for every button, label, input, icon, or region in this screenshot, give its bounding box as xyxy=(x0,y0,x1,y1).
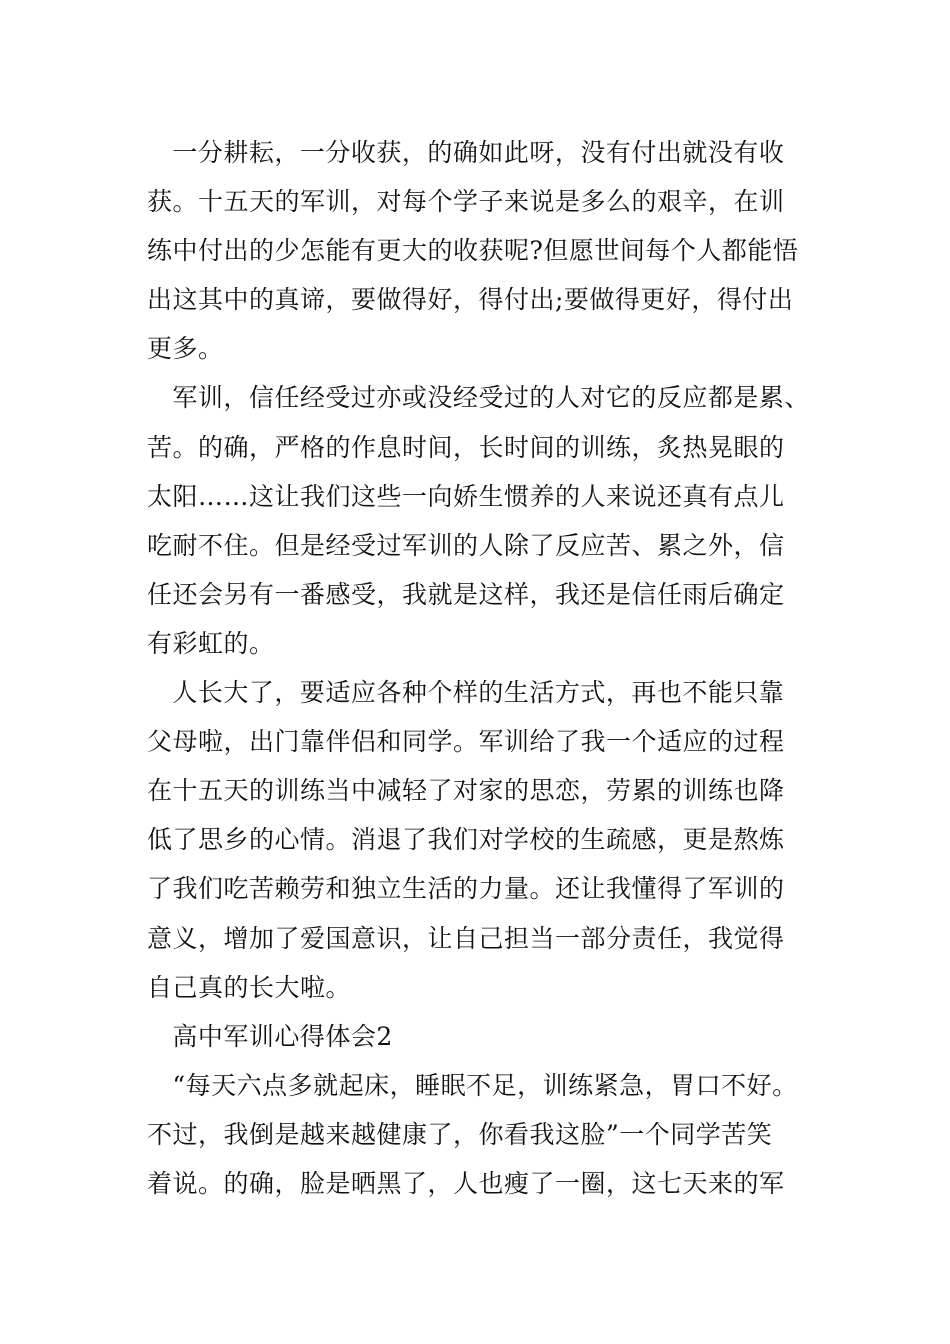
text-line: 军训，信任经受过亦或没经受过的人对它的反应都是累、 xyxy=(147,383,810,413)
text-line: 获。十五天的军训，对每个学子来说是多么的艰辛，在训 xyxy=(147,187,785,217)
text-line: “每天六点多就起床，睡眠不足，训练紧急，胃口不好。 xyxy=(147,1070,798,1100)
text-line: 自己真的长大啦。 xyxy=(147,972,352,1002)
text-line: 有彩虹的。 xyxy=(147,628,275,658)
text-line: 出这其中的真谛，要做得好，得付出;要做得更好，得付出 xyxy=(147,285,794,315)
section-heading: 高中军训心得体会2 xyxy=(147,1021,393,1051)
text-line: 更多。 xyxy=(147,334,224,364)
text-line: 一分耕耘，一分收获，的确如此呀，没有付出就没有收 xyxy=(147,138,785,167)
text-line: 任还会另有一番感受，我就是这样，我还是信任雨后确定 xyxy=(147,579,785,609)
text-line: 了我们吃苦赖劳和独立生活的力量。还让我懂得了军训的 xyxy=(147,874,785,904)
text-line: 太阳……这让我们这些一向娇生惯养的人来说还真有点儿 xyxy=(147,481,785,511)
text-line: 人长大了，要适应各种个样的生活方式，再也不能只靠 xyxy=(147,678,785,708)
text-line: 着说。的确，脸是晒黑了，人也瘦了一圈，这七天来的军 xyxy=(147,1168,785,1198)
text-line: 苦。的确，严格的作息时间，长时间的训练，炙热晃眼的 xyxy=(147,432,785,462)
document-body xyxy=(147,128,827,1208)
text-line: 吃耐不住。但是经受过军训的人除了反应苦、累之外，信 xyxy=(147,530,785,560)
text-line: 意义，增加了爱国意识，让自己担当一部分责任，我觉得 xyxy=(147,923,785,953)
text-line: 不过，我倒是越来越健康了，你看我这脸”一个同学苦笑 xyxy=(147,1119,773,1149)
text-line: 在十五天的训练当中减轻了对家的思恋，劳累的训练也降 xyxy=(147,776,785,806)
text-line: 低了思乡的心情。消退了我们对学校的生疏感，更是熬炼 xyxy=(147,825,785,855)
text-line: 练中付出的少怎能有更大的收获呢?但愿世间每个人都能悟 xyxy=(147,236,799,266)
text-line: 父母啦，出门靠伴侣和同学。军训给了我一个适应的过程 xyxy=(147,727,785,757)
